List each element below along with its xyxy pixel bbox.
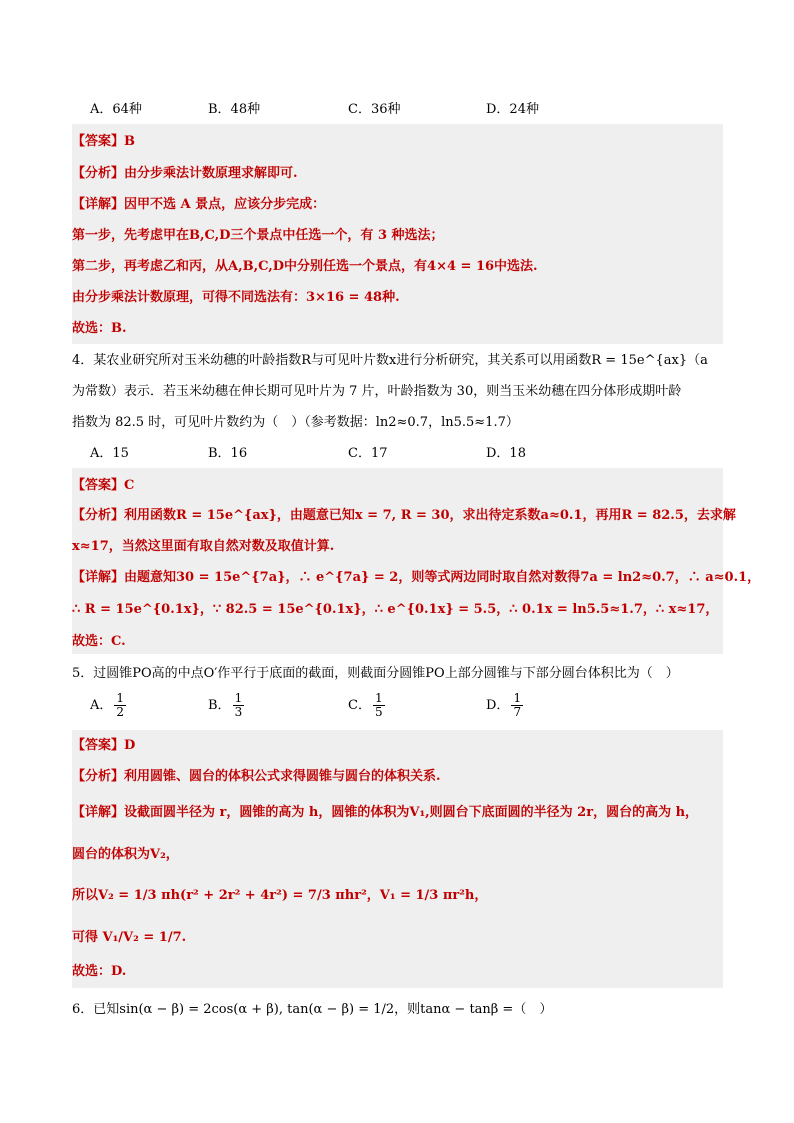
q4-answer: 【答案】C	[72, 478, 135, 493]
q5-detail-1: 【详解】设截面圆半径为 r，圆锥的高为 h，圆锥的体积为V₁,则圆台下底面圆的半径为 2r，圆台的高为 h，	[72, 805, 699, 820]
q5-option-d	[486, 692, 525, 719]
q4-detail-2: ∴ R = 15e^{0.1x}，∵ 82.5 = 15e^{0.1x}，∴ e^{0.1x} = 5.5，∴ 0.1x = ln5.5≈1.7，∴ x≈17，	[72, 602, 719, 617]
q5-option-d-fraction	[511, 692, 523, 719]
q5-option-a-den: 2	[116, 705, 125, 719]
q5-option-c-label: C．	[348, 698, 371, 713]
q5-option-b-num: 1	[234, 691, 243, 705]
q3-option-d: D．24种	[486, 102, 539, 117]
q3-detail-2: 第一步，先考虑甲在B,C,D三个景点中任选一个，有 3 种选法；	[72, 228, 444, 243]
q5-option-b-fraction	[233, 692, 245, 719]
q4-analysis-1: 【分析】利用函数R = 15e^{ax}，由题意已知x = 7, R = 30，求出待定系数a≈0.1，再用R = 82.5，去求解	[72, 508, 736, 523]
q3-analysis: 【分析】由分步乘法计数原理求解即可.	[72, 166, 298, 181]
q5-answer: 【答案】D	[72, 738, 136, 753]
q5-option-d-den: 7	[513, 705, 522, 719]
q4-answer-band	[72, 468, 723, 654]
q4-stem-1: 4．某农业研究所对玉米幼穗的叶龄指数R与可见叶片数x进行分析研究，其关系可以用函数R = 15e^{ax}（a	[72, 353, 708, 368]
q4-analysis-2: x≈17，当然这里面有取自然对数及取值计算.	[72, 539, 335, 554]
q4-stem-2: 为常数）表示．若玉米幼穗在伸长期可见叶片为 7 片，叶龄指数为 30，则当玉米幼穗在四分体形成期叶龄	[72, 384, 682, 399]
q3-option-c: C．36种	[348, 102, 401, 117]
q4-option-a: A．15	[90, 446, 129, 461]
q5-option-c	[348, 692, 387, 719]
q4-option-b: B．16	[208, 446, 248, 461]
q4-stem-3: 指数为 82.5 时，可见叶片数约为（ ）（参考数据：ln2≈0.7，ln5.5≈1.7）	[72, 415, 519, 430]
q5-option-c-fraction	[373, 692, 385, 719]
q4-conclusion: 故选：C.	[72, 634, 126, 649]
q4-option-c: C．17	[348, 446, 388, 461]
q6-stem: 6．已知sin(α − β) = 2cos(α + β), tan(α − β) = 1/2，则tanα − tanβ =（ ）	[72, 1002, 553, 1017]
q5-option-c-den: 5	[374, 705, 383, 719]
q5-option-a-fraction	[114, 692, 126, 719]
q5-option-a-label: A．	[90, 698, 113, 713]
q5-option-d-num: 1	[513, 691, 522, 705]
q5-detail-3: 所以V₂ = 1/3 πh(r² + 2r² + 4r²) = 7/3 πhr²，V₁ = 1/3 πr²h，	[72, 888, 488, 903]
q5-detail-4: 可得 V₁/V₂ = 1/7.	[72, 930, 187, 945]
q5-option-a-num: 1	[116, 691, 125, 705]
q5-detail-2: 圆台的体积为V₂，	[72, 847, 179, 862]
q5-stem: 5．过圆锥PO高的中点O′作平行于底面的截面，则截面分圆锥PO上部分圆锥与下部分圆台体积比为（ ）	[72, 666, 679, 681]
q5-option-a	[90, 692, 128, 719]
q4-option-d: D．18	[486, 446, 526, 461]
q3-option-b: B．48种	[208, 102, 261, 117]
q3-detail-4: 由分步乘法计数原理，可得不同选法有：3×16 = 48种.	[72, 290, 400, 305]
q3-detail-3: 第二步，再考虑乙和丙，从A,B,C,D中分别任选一个景点，有4×4 = 16中选法.	[72, 259, 538, 274]
q5-analysis: 【分析】利用圆锥、圆台的体积公式求得圆锥与圆台的体积关系.	[72, 769, 441, 784]
q5-option-d-label: D．	[486, 698, 510, 713]
q3-answer: 【答案】B	[72, 134, 135, 149]
q3-detail-1: 【详解】因甲不选 A 景点，应该分步完成：	[72, 197, 326, 212]
q5-option-b	[208, 692, 246, 719]
q5-conclusion: 故选：D.	[72, 964, 127, 979]
q3-option-a: A．64种	[90, 102, 142, 117]
q5-option-b-label: B．	[208, 698, 231, 713]
q5-option-c-num: 1	[374, 691, 383, 705]
q4-detail-1: 【详解】由题意知30 = 15e^{7a}，∴ e^{7a} = 2，则等式两边同时取自然对数得7a = ln2≈0.7，∴ a≈0.1，	[72, 570, 761, 585]
q3-conclusion: 故选：B.	[72, 321, 127, 336]
q5-option-b-den: 3	[234, 705, 243, 719]
